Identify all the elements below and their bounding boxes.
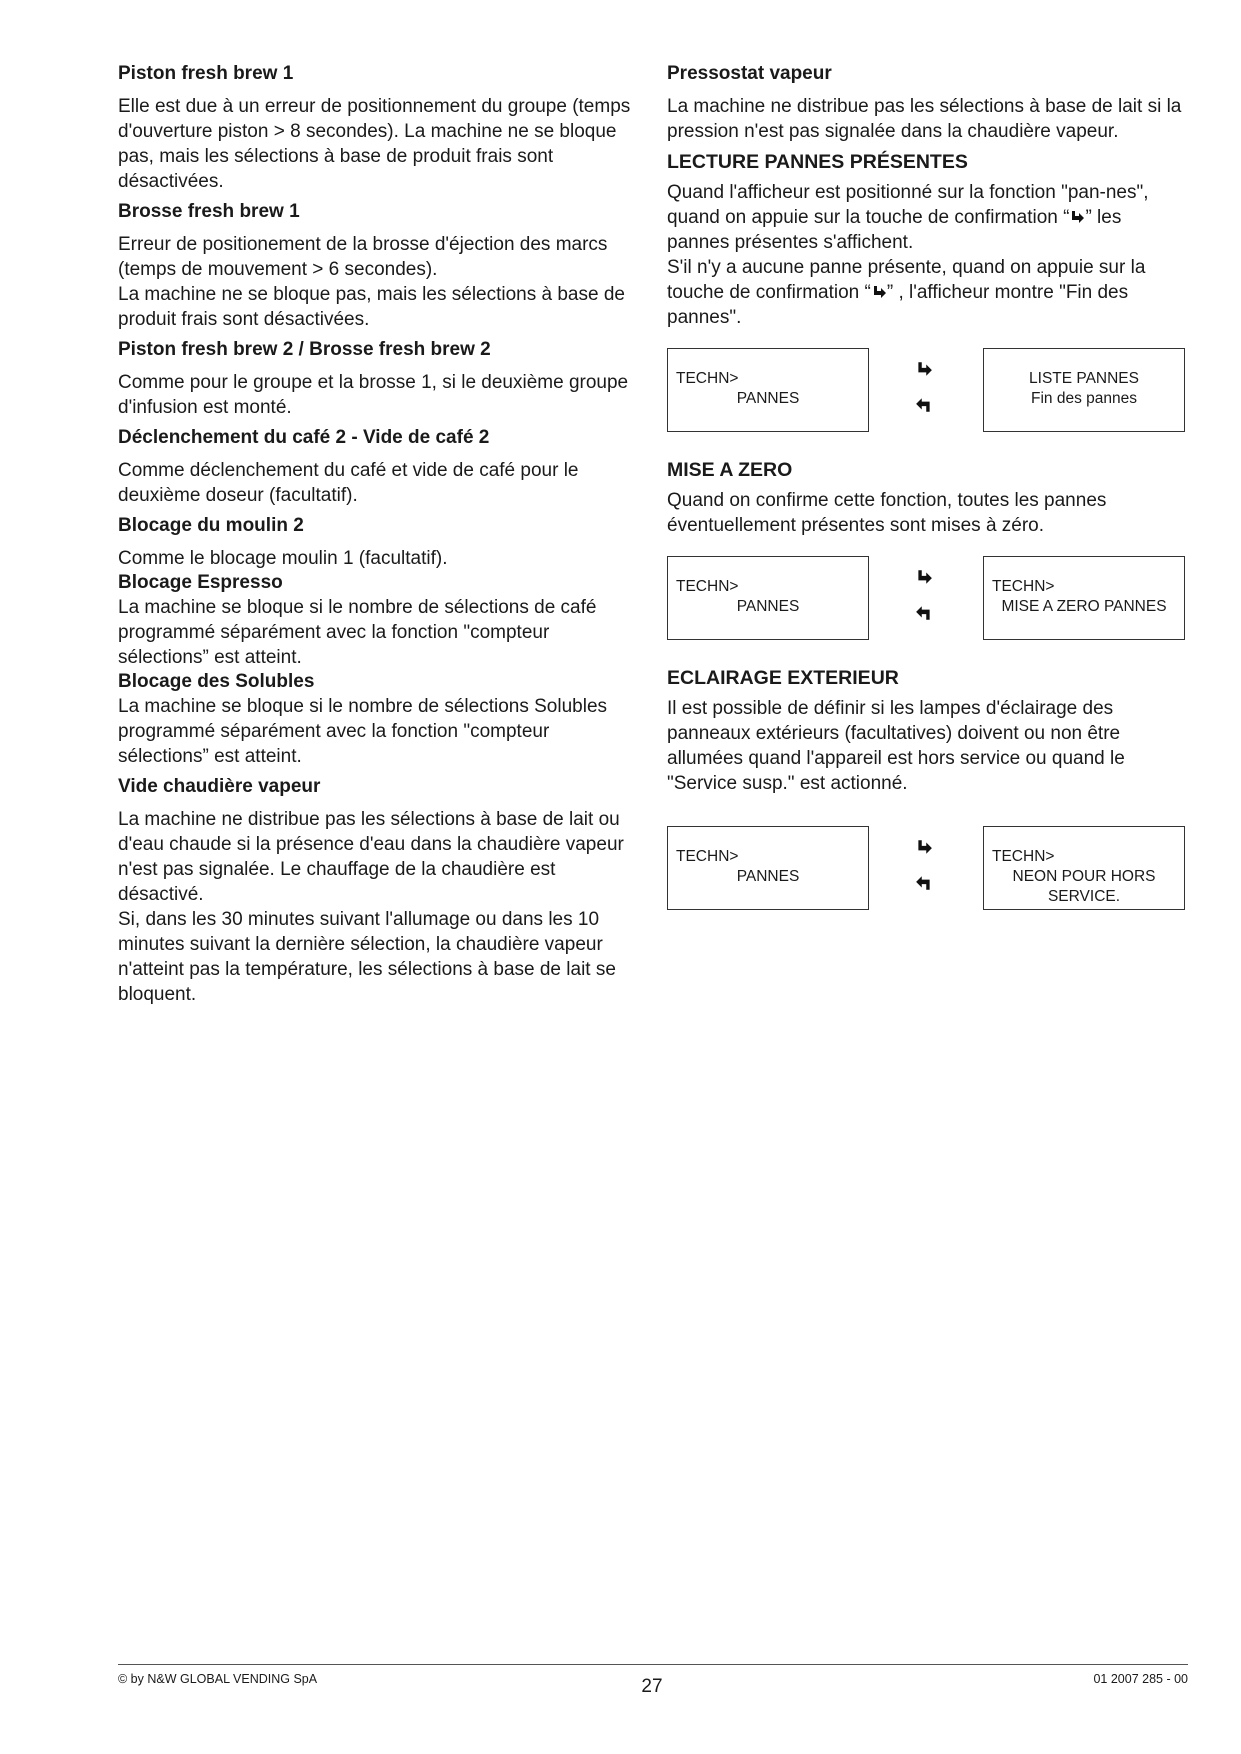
mise-text: Quand on confirme cette fonction, toutes les pannes éventuellement présentes sont mises à zéro. xyxy=(667,490,1107,536)
footer-doc-code: 01 2007 285 - 00 xyxy=(1093,1672,1188,1686)
display-line-1: TECHN> xyxy=(676,848,739,865)
confirm-arrow-icon xyxy=(1069,209,1085,225)
lecture-text-2 xyxy=(667,255,1187,330)
display-line-2: PANNES xyxy=(736,390,800,407)
display-line-1: TECHN> xyxy=(992,848,1055,865)
display-line-2: MISE A ZERO PANNES xyxy=(1001,598,1167,615)
piston2-text: Comme pour le groupe et la brosse 1, si le deuxième groupe d'infusion est monté. xyxy=(118,372,629,418)
brosse1-text-2: La machine ne se bloque pas, mais les sélections à base de produit frais sont désactivées. xyxy=(118,284,625,330)
espresso-title: Blocage Espresso xyxy=(118,572,283,593)
cafe2-text: Comme déclenchement du café et vide de café pour le deuxième doseur (facultatif). xyxy=(118,460,579,506)
confirm-arrow-icon xyxy=(915,568,933,586)
confirm-arrow-icon xyxy=(915,838,933,856)
display-line-1: TECHN> xyxy=(676,578,739,595)
lecture-text2-part-a: S'il n'y a aucune panne présente, quand on appuie sur la touche de confirmation “ xyxy=(667,257,1146,303)
confirm-arrow-icon xyxy=(871,284,887,300)
left-column xyxy=(118,62,643,1013)
brosse1-title: Brosse fresh brew 1 xyxy=(118,201,300,222)
display-line-1: TECHN> xyxy=(992,578,1055,595)
display-techn-pannes xyxy=(667,556,869,640)
lecture-text-part-b: ” les pannes présentes s'affichent. xyxy=(667,207,1122,253)
display-line-2: PANNES xyxy=(736,598,800,615)
moulin2-title: Blocage du moulin 2 xyxy=(118,515,304,536)
arrow-pair xyxy=(915,566,935,636)
back-arrow-icon xyxy=(915,604,933,622)
page-number: 27 xyxy=(641,1676,663,1697)
back-arrow-icon xyxy=(915,396,933,414)
right-column xyxy=(667,62,1187,936)
display-line-1: TECHN> xyxy=(676,370,739,387)
lecture-text-part-a: Quand l'afficheur est positionné sur la fonction "pan-nes", quand on appuie sur la touche de confirmation “ xyxy=(667,182,1149,228)
display-line-2: Fin des pannes xyxy=(1031,390,1137,407)
display-mise-a-zero xyxy=(983,556,1185,640)
chaudiere-title: Vide chaudière vapeur xyxy=(118,776,321,797)
display-techn-pannes xyxy=(667,826,869,910)
display-line-1: LISTE PANNES xyxy=(1029,370,1139,387)
cafe2-title: Déclenchement du café 2 - Vide de café 2 xyxy=(118,427,490,448)
footer-rule xyxy=(118,1664,1188,1665)
lecture-title: LECTURE PANNES PRÉSENTES xyxy=(667,151,968,173)
display-neon-hors-service xyxy=(983,826,1185,910)
moulin2-text: Comme le blocage moulin 1 (facultatif). xyxy=(118,548,448,569)
lecture-text xyxy=(667,180,1187,255)
chaudiere-text-2: Si, dans les 30 minutes suivant l'allumage ou dans les 10 minutes suivant la dernière sélection, la chaudière vapeur n'atteint pas la température, les sélections à base de lait se bloquent. xyxy=(118,909,616,1005)
eclairage-display-diagram xyxy=(667,826,1187,912)
display-line-2: PANNES xyxy=(736,868,800,885)
arrow-pair xyxy=(915,358,935,428)
solubles-text: La machine se bloque si le nombre de sélections Solubles programmé séparément avec la fonction "compteur sélections” est atteint. xyxy=(118,696,608,767)
display-techn-pannes xyxy=(667,348,869,432)
chaudiere-text: La machine ne distribue pas les sélections à base de lait ou d'eau chaude si la présence d'eau dans la chaudière vapeur n'est pas signalée. Le chauffage de la chaudière est désactivé. xyxy=(118,809,624,905)
back-arrow-icon xyxy=(915,874,933,892)
mise-display-diagram xyxy=(667,556,1187,642)
pressostat-text: La machine ne distribue pas les sélections à base de lait si la pression n'est pas signalée dans la chaudière vapeur. xyxy=(667,96,1182,142)
espresso-text: La machine se bloque si le nombre de sélections de café programmé séparément avec la fonction "compteur sélections” est atteint. xyxy=(118,597,597,668)
solubles-title: Blocage des Solubles xyxy=(118,671,315,692)
display-liste-pannes xyxy=(983,348,1185,432)
brosse1-text: Erreur de positionement de la brosse d'éjection des marcs (temps de mouvement > 6 secondes). xyxy=(118,234,608,280)
piston2-title: Piston fresh brew 2 / Brosse fresh brew 2 xyxy=(118,339,491,360)
confirm-arrow-icon xyxy=(915,360,933,378)
lecture-text2-part-b: ” , l'afficheur montre "Fin des pannes". xyxy=(667,282,1129,328)
mise-title: MISE A ZERO xyxy=(667,459,793,481)
display-line-2: NEON POUR HORS SERVICE. xyxy=(1012,868,1156,905)
piston1-title: Piston fresh brew 1 xyxy=(118,63,294,84)
piston1-text: Elle est due à un erreur de positionnement du groupe (temps d'ouverture piston > 8 secondes). La machine ne se bloque pas, mais les sélections à base de produit frais sont désactivées. xyxy=(118,96,631,192)
pressostat-title: Pressostat vapeur xyxy=(667,63,832,84)
arrow-pair xyxy=(915,836,935,906)
footer-copyright: © by N&W GLOBAL VENDING SpA xyxy=(118,1672,318,1686)
lecture-display-diagram xyxy=(667,348,1187,434)
eclairage-title: ECLAIRAGE EXTERIEUR xyxy=(667,667,899,689)
eclairage-text: Il est possible de définir si les lampes d'éclairage des panneaux extérieurs (facultatives) doivent ou non être allumées quand l'appareil est hors service ou quand le "Service susp." est actionné. xyxy=(667,698,1125,794)
